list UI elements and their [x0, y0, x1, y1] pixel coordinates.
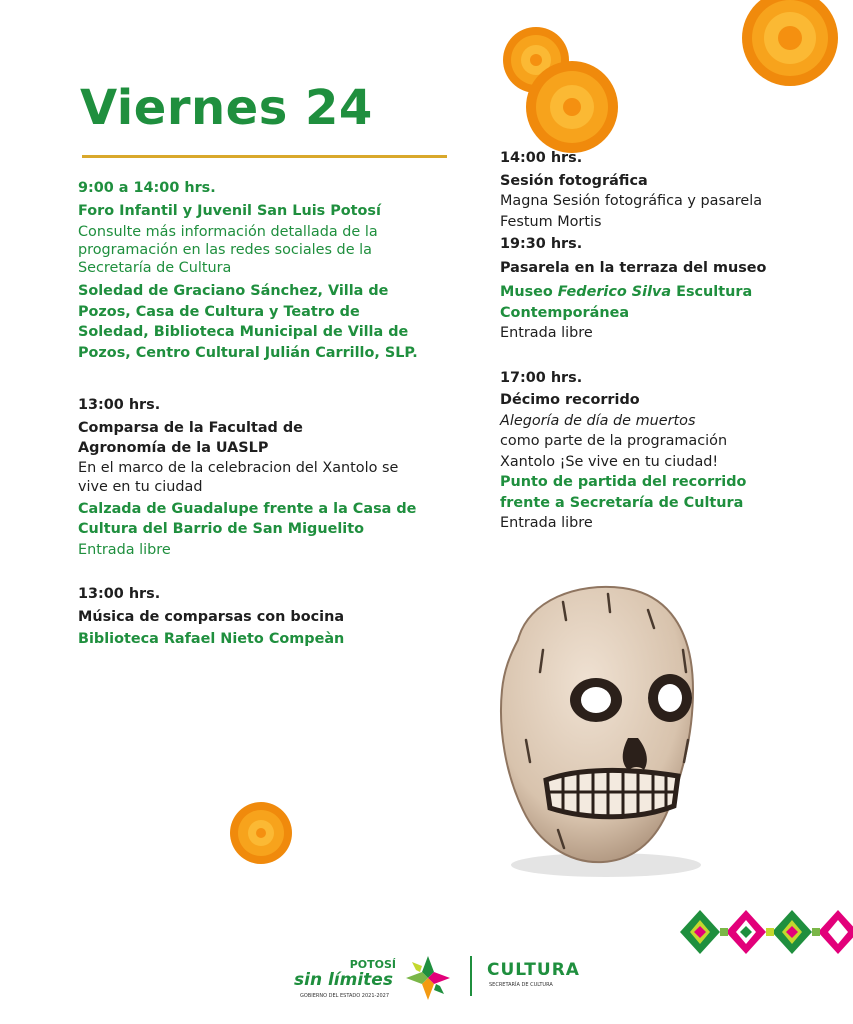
event-name: Pasarela en la terraza del museo — [500, 259, 767, 276]
skull-mask-image — [488, 580, 708, 880]
venue-text: Escultura — [671, 284, 753, 300]
event-entry: Entrada libre — [500, 325, 593, 341]
page-title: Viernes 24 — [80, 80, 373, 136]
event-venue-line: Cultura del Barrio de San Miguelito — [78, 521, 364, 537]
event-description-line: Consulte más información detallada de la — [78, 224, 378, 240]
venue-text-italic: Federico Silva — [557, 284, 672, 300]
event-venue-line: Calzada de Guadalupe frente a la Casa de — [78, 500, 417, 517]
event-name: Décimo recorrido — [500, 392, 640, 408]
event-venue-line: Pozos, Casa de Cultura y Teatro de — [78, 303, 360, 320]
event-time: 17:00 hrs. — [500, 369, 583, 386]
event-time: 13:00 hrs. — [78, 397, 161, 413]
footer-logos — [0, 940, 853, 1024]
potosi-logo — [290, 958, 400, 1008]
event-name: Música de comparsas con bocina — [78, 608, 345, 625]
marigold-flower-top-right — [720, 0, 853, 90]
title-divider — [82, 155, 447, 158]
event-name-line: Agronomía de la UASLP — [78, 440, 269, 456]
event-name-line: Comparsa de la Facultad de — [78, 419, 303, 436]
footer-divider — [470, 956, 472, 996]
event-time: 14:00 hrs. — [500, 150, 583, 166]
event-venue-line: Soledad, Biblioteca Municipal de Villa de — [78, 324, 409, 340]
event-time: 19:30 hrs. — [500, 236, 583, 252]
marigold-flower-bottom-left — [228, 800, 294, 866]
event-entry: Entrada libre — [78, 541, 171, 558]
cultura-logo-subtitle: SECRETARÍA DE CULTURA — [489, 982, 553, 988]
potosi-logo-subtitle: GOBIERNO DEL ESTADO 2021-2027 — [300, 993, 390, 999]
event-name: Sesión fotográfica — [500, 172, 648, 189]
event-description-line: Magna Sesión fotográfica y pasarela — [500, 193, 763, 209]
event-description-line: Festum Mortis — [500, 213, 602, 230]
event-venue: Biblioteca Rafael Nieto Compeàn — [78, 631, 345, 647]
event-description-line: En el marco de la celebracion del Xantolo se — [78, 459, 399, 476]
event-description-line: vive en tu ciudad — [78, 478, 203, 495]
event-time: 13:00 hrs. — [78, 586, 161, 602]
event-venue-line: Contemporánea — [500, 304, 630, 321]
event-description-line: programación en las redes sociales de la — [78, 242, 372, 258]
event-description-line: Xantolo ¡Se vive en tu ciudad! — [500, 453, 719, 470]
marigold-flower-top-mid — [523, 58, 621, 156]
cultura-logo-text: CULTURA — [487, 960, 580, 980]
event-subtitle: Alegoría de día de muertos — [500, 412, 696, 429]
event-description-line: como parte de la programación — [500, 433, 728, 449]
event-description-line: Secretaría de Cultura — [78, 260, 232, 276]
left-event-list — [78, 178, 458, 650]
event-time: 9:00 a 14:00 hrs. — [78, 180, 216, 196]
event-venue-line — [500, 282, 840, 303]
venue-text: Museo — [500, 284, 558, 300]
right-event-list — [500, 148, 840, 534]
event-venue-line: Punto de partida del recorrido — [500, 474, 747, 490]
potosi-star-icon — [402, 952, 454, 1004]
event-venue-line: Pozos, Centro Cultural Julián Carrillo, SLP. — [78, 344, 418, 361]
event-entry: Entrada libre — [500, 515, 593, 531]
event-venue-line: frente a Secretaría de Cultura — [500, 494, 744, 511]
event-venue-line: Soledad de Graciano Sánchez, Villa de — [78, 283, 389, 299]
event-name: Foro Infantil y Juvenil San Luis Potosí — [78, 202, 381, 219]
potosi-logo-main: sin límites — [294, 970, 393, 990]
potosi-logo-top: POTOSÍ — [349, 958, 396, 971]
